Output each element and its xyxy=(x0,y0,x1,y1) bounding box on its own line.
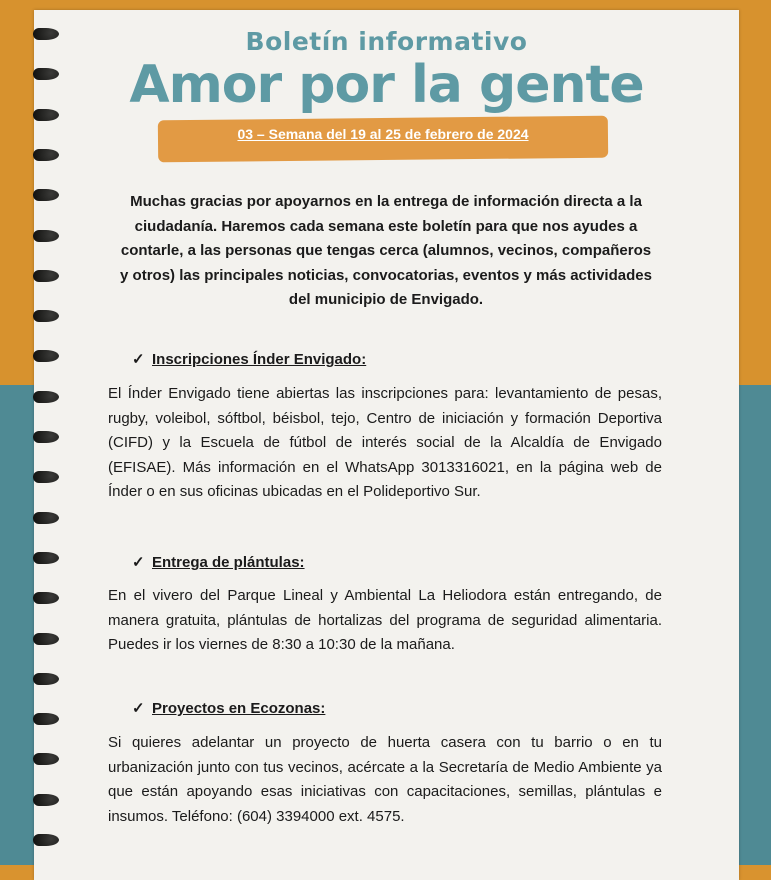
bulletin-subtitle: Boletín informativo xyxy=(245,27,528,56)
week-label: 03 – Semana del 19 al 25 de febrero de 2024 xyxy=(237,126,529,142)
binding-ring xyxy=(33,270,59,282)
binding-ring xyxy=(33,673,59,685)
check-icon: ✓ xyxy=(132,351,145,368)
section-body-plantulas: En el vivero del Parque Lineal y Ambiental La Heliodora están entregando, de manera gratuita, plántulas de hortalizas del programa de seguridad alimentaria. Puedes ir los viernes de 8:30 a 10:30 de la mañana. xyxy=(108,587,662,653)
check-icon: ✓ xyxy=(132,554,145,571)
section-title-ecozonas xyxy=(132,699,325,717)
section-title-text: Proyectos en Ecozonas: xyxy=(152,700,326,717)
section-title-inder xyxy=(132,350,366,368)
binding-ring xyxy=(33,552,59,564)
binding-ring xyxy=(33,391,59,403)
binding-ring xyxy=(33,230,59,242)
binding-ring xyxy=(33,431,59,443)
section-body-ecozonas: Si quieres adelantar un proyecto de huerta casera con tu barrio o en tu urbanización junto con tus vecinos, acércate a la Secretaría de Medio Ambiente ya que están apoyando esas iniciativas con capacitaciones, semillas, plántulas e insumos. Teléfono: (604) 3394000 ext. 4575. xyxy=(108,734,662,825)
bulletin-title: Amor por la gente xyxy=(129,55,644,115)
binding-ring xyxy=(33,794,59,806)
section-title-plantulas xyxy=(132,553,305,571)
binding-ring xyxy=(33,310,59,322)
section-title-text: Entrega de plántulas: xyxy=(152,554,305,571)
binding-ring xyxy=(33,633,59,645)
binding-ring xyxy=(33,713,59,725)
section-title-text: Inscripciones Índer Envigado: xyxy=(152,351,367,368)
check-icon: ✓ xyxy=(132,700,145,717)
binding-ring xyxy=(33,834,59,846)
intro-paragraph: Muchas gracias por apoyarnos en la entrega de información directa a la ciudadanía. Haremos cada semana este boletín para que nos ayudes a contarle, a las personas que tengas cerca (alumnos, vecinos, compañeros y otros) las principales noticias, convocatorias, eventos y más actividades del municipio de Envigado. xyxy=(120,193,652,308)
binding-ring xyxy=(33,512,59,524)
section-body-inder: El Índer Envigado tiene abiertas las inscripciones para: levantamiento de pesas, rugby, voleibol, sóftbol, béisbol, tejo, Centro de iniciación y formación Deportiva (CIFD) y la Escuela de fútbol de interés social de la Alcaldía de Envigado (EFISAE). Más información en el WhatsApp 3013316021, en la página web de Índer o en sus oficinas ubicadas en el Polideportivo Sur. xyxy=(108,385,662,500)
binding-ring xyxy=(33,149,59,161)
